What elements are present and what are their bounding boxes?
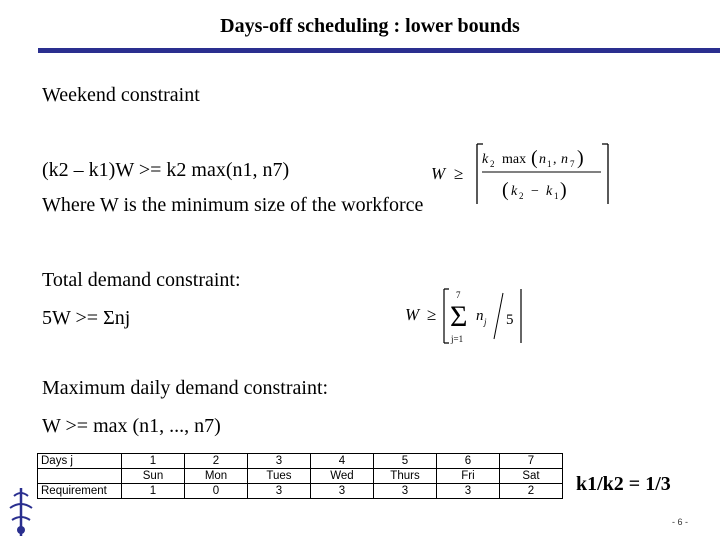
day-name: Wed	[311, 469, 374, 484]
day-requirement: 2	[500, 484, 563, 499]
weekend-note: Where W is the minimum size of the workforce	[42, 194, 424, 216]
day-requirement: 3	[437, 484, 500, 499]
formula1-arg2: n	[561, 152, 568, 167]
formula1-den-b: k	[546, 184, 553, 199]
day-requirement: 0	[185, 484, 248, 499]
formula2-divisor: 5	[506, 312, 514, 328]
formula2-term-sub: j	[484, 317, 487, 327]
svg-text:(: (	[502, 179, 509, 201]
formula1-den-b-sub: 1	[554, 191, 559, 201]
day-requirement: 3	[248, 484, 311, 499]
svg-text:(: (	[531, 147, 538, 169]
day-name: Tues	[248, 469, 311, 484]
page-title: Days-off scheduling : lower bounds	[220, 15, 520, 37]
formula2-op: ≥	[427, 305, 437, 324]
table-row-day-names	[38, 469, 563, 484]
svg-text:): )	[560, 179, 567, 201]
title-rule	[38, 48, 720, 53]
day-name: Thurs	[374, 469, 437, 484]
formula1-op: ≥	[454, 164, 464, 183]
formula1-den-a-sub: 2	[519, 191, 524, 201]
day-requirement: 3	[374, 484, 437, 499]
demand-table	[37, 453, 563, 499]
formula1-den-a: k	[511, 184, 518, 199]
day-name: Sat	[500, 469, 563, 484]
day-j: 5	[374, 454, 437, 469]
formula1-max: max	[502, 152, 527, 167]
page-number: - 6 -	[672, 517, 689, 527]
day-requirement: 3	[311, 484, 374, 499]
formula1-arg1-sub: 1	[547, 159, 552, 169]
svg-text:): )	[577, 147, 584, 169]
formula2-sigma: Σ	[450, 300, 468, 333]
day-name: Mon	[185, 469, 248, 484]
formula2-sum-top: 7	[456, 290, 461, 300]
row-label-day	[38, 469, 122, 484]
table-row-days	[38, 454, 563, 469]
formula1-arg1: n	[539, 152, 546, 167]
formula1-num-k: k	[482, 152, 489, 167]
total-inequality: 5W >= Σnj	[42, 307, 131, 329]
maxdaily-inequality: W >= max (n1, ..., n7)	[42, 415, 221, 437]
total-formula	[400, 285, 530, 347]
formula1-num-k-sub: 2	[490, 159, 495, 169]
ratio-label: k1/k2 = 1/3	[576, 473, 671, 495]
weekend-heading: Weekend constraint	[42, 84, 200, 106]
weekend-inequality: (k2 – k1)W >= k2 max(n1, n7)	[42, 159, 290, 181]
svg-text:,: ,	[553, 152, 557, 167]
total-heading: Total demand constraint:	[42, 269, 241, 291]
formula1-minus: −	[531, 184, 539, 199]
day-name: Fri	[437, 469, 500, 484]
row-label-days: Days j	[38, 454, 122, 469]
day-j: 3	[248, 454, 311, 469]
day-j: 7	[500, 454, 563, 469]
formula2-term: n	[476, 308, 484, 324]
day-name: Sun	[122, 469, 185, 484]
weekend-formula	[425, 140, 620, 210]
day-j: 2	[185, 454, 248, 469]
day-j: 6	[437, 454, 500, 469]
day-j: 4	[311, 454, 374, 469]
institution-logo-icon	[6, 486, 36, 538]
day-requirement: 1	[122, 484, 185, 499]
formula2-sum-bottom: j=1	[451, 334, 464, 344]
formula1-lhs: W	[431, 164, 446, 183]
formula1-arg2-sub: 7	[570, 159, 575, 169]
formula2-lhs: W	[405, 305, 420, 324]
table-row-requirement	[38, 484, 563, 499]
maxdaily-heading: Maximum daily demand constraint:	[42, 377, 329, 399]
day-j: 1	[122, 454, 185, 469]
row-label-requirement: Requirement	[38, 484, 122, 499]
